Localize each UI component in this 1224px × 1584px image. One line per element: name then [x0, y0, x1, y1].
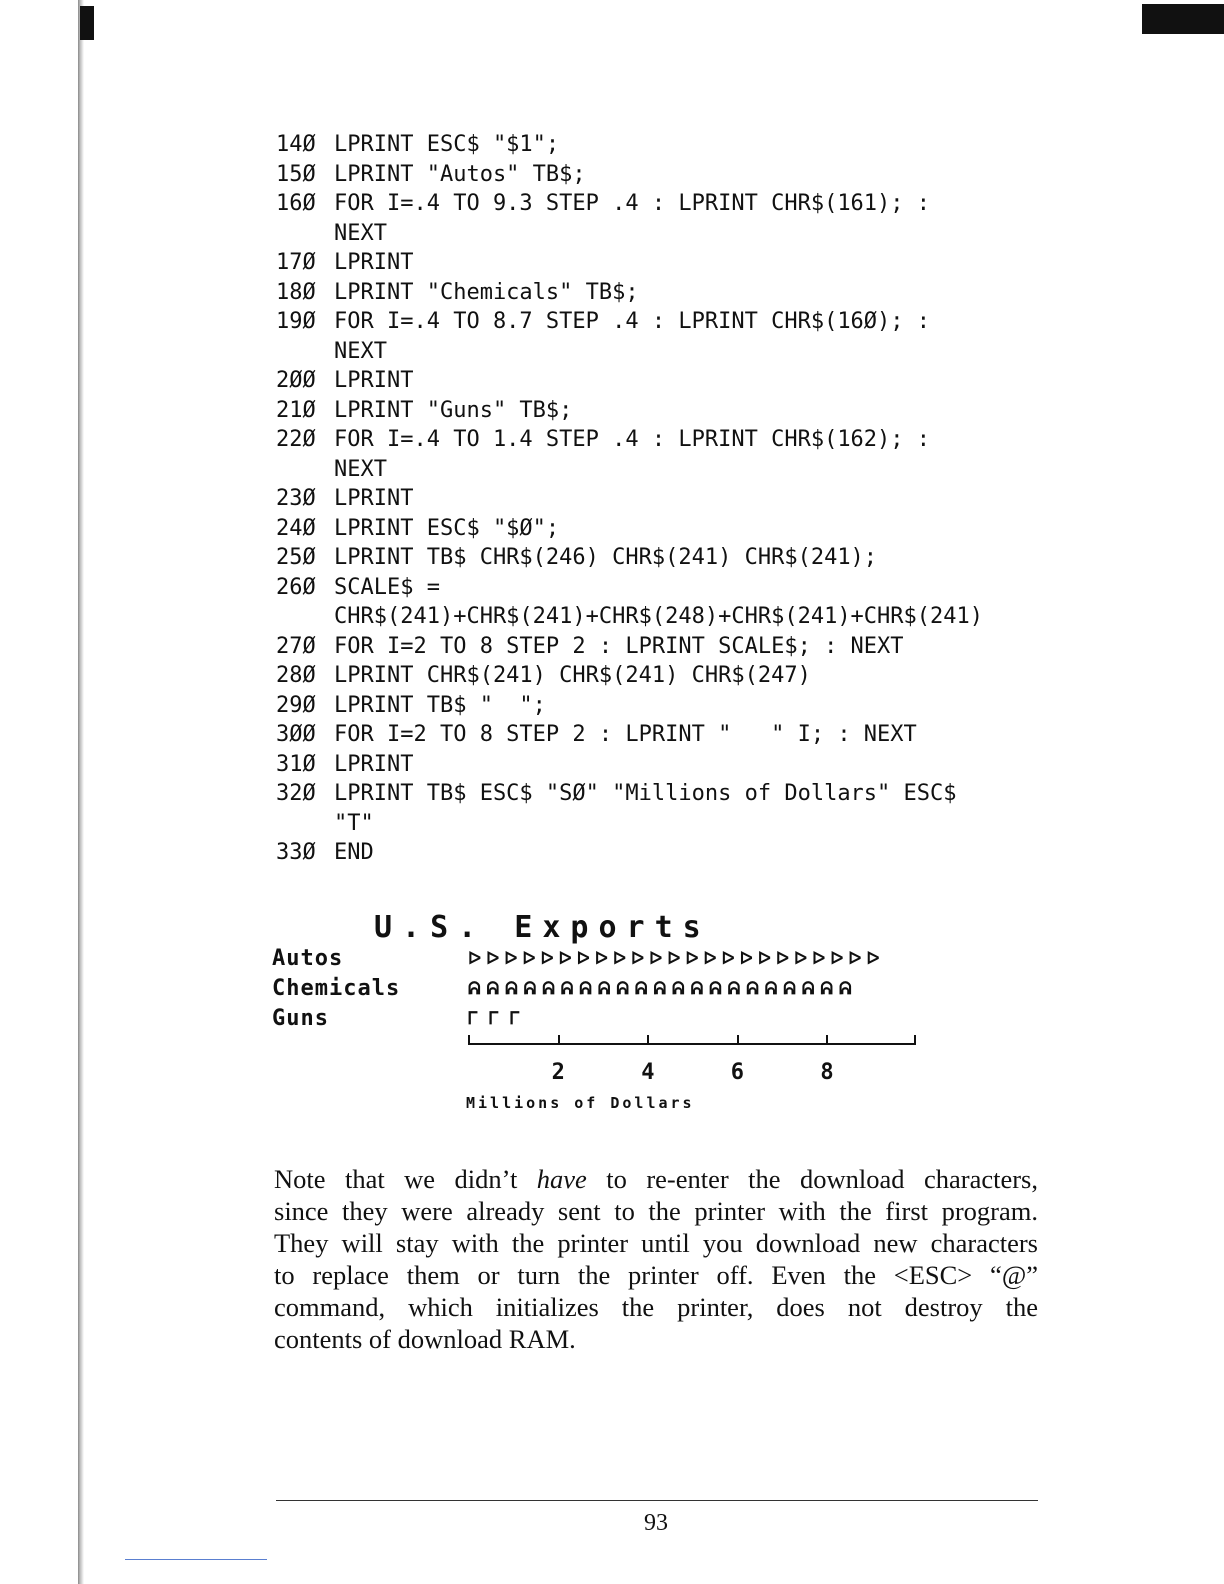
code-line [276, 189, 1076, 219]
line-number: 23Ø [276, 486, 316, 511]
code-line [276, 661, 1076, 691]
bar-glyph: ᐅ [540, 949, 554, 969]
code-line [276, 632, 1076, 662]
code-continuation: NEXT [334, 338, 387, 364]
scan-mark-left [80, 6, 94, 40]
code-line [276, 543, 1076, 573]
code-statement: LPRINT "Guns" TB$; [334, 397, 573, 423]
code-line [276, 838, 1076, 868]
line-number: 19Ø [276, 309, 316, 334]
code-continuation: NEXT [334, 456, 387, 482]
us-exports-chart [270, 910, 970, 1120]
line-number: 32Ø [276, 781, 316, 806]
code-line [276, 573, 1076, 603]
code-statement: LPRINT TB$ ESC$ "SØ" "Millions of Dollars" ESC$ [334, 781, 957, 806]
bar-glyph: ᕱ [523, 979, 537, 999]
bar-glyph: Ꮁ [468, 1009, 479, 1029]
code-statement: LPRINT ESC$ "$1"; [334, 132, 560, 157]
scan-mark-right [1142, 4, 1224, 34]
code-statement: FOR I=.4 TO 9.3 STEP .4 : LPRINT CHR$(161); : [334, 191, 931, 216]
tick-label: 4 [641, 1060, 655, 1085]
code-line [276, 720, 1076, 750]
scan-line [125, 1559, 267, 1560]
axis-tick [826, 1035, 828, 1045]
line-number: 25Ø [276, 545, 316, 570]
bar-glyph: ᕱ [634, 979, 648, 999]
body-paragraph [274, 1163, 1038, 1355]
bar-glyph: ᐅ [775, 949, 789, 969]
bar-glyph: ᕱ [838, 979, 852, 999]
bar-glyph: ᕱ [783, 979, 796, 999]
bar-glyph: ᕱ [672, 979, 685, 999]
code-statement: LPRINT TB$ CHR$(246) CHR$(241) CHR$(241); [334, 545, 878, 570]
bar-glyph: ᕱ [597, 979, 611, 999]
bar-glyph: ᐅ [703, 949, 717, 969]
code-statement: FOR I=2 TO 8 STEP 2 : LPRINT SCALE$; : NEXT [334, 633, 904, 659]
code-statement: LPRINT [334, 751, 414, 777]
bar-glyph: ᐅ [830, 949, 844, 969]
code-statement: LPRINT [334, 250, 414, 275]
bar-glyph: Ꮁ [488, 1009, 499, 1029]
bar-glyph: ᐅ [757, 949, 771, 969]
line-number: 26Ø [276, 574, 316, 600]
bar-glyph: ᐅ [486, 949, 500, 969]
bar-glyph: ᕱ [616, 979, 629, 999]
bar-glyph: ᕱ [801, 979, 815, 999]
axis-end-tick [914, 1035, 916, 1045]
code-statement: LPRINT ESC$ "$Ø"; [334, 515, 560, 541]
bar-glyph: ᐅ [866, 949, 880, 969]
emphasis: have [536, 1164, 587, 1194]
code-statement: SCALE$ = [334, 574, 440, 600]
bar-glyph: ᕱ [709, 979, 722, 999]
bar-glyph: ᐅ [685, 949, 699, 969]
chart-title: U.S. Exports [374, 910, 711, 945]
bar-glyph: ᕱ [690, 979, 704, 999]
bar-glyph: ᕱ [820, 979, 834, 999]
code-line [276, 307, 1076, 337]
code-line [276, 248, 1076, 278]
axis-tick [558, 1035, 560, 1045]
code-statement: FOR I=.4 TO 1.4 STEP .4 : LPRINT CHR$(162); : [334, 427, 931, 452]
line-number: 2ØØ [276, 368, 316, 393]
line-number: 29Ø [276, 692, 316, 718]
bar-glyph: ᐅ [667, 949, 681, 969]
paragraph-line: since they were already sent to the printer with the first program. [274, 1196, 1038, 1226]
footer-rule [276, 1500, 1038, 1501]
line-number: 22Ø [276, 427, 316, 452]
paragraph-line: command, which initializes the printer, does not destroy the [274, 1292, 1038, 1322]
bar-guns [468, 1008, 531, 1030]
code-statement: END [334, 840, 374, 865]
line-number: 28Ø [276, 663, 316, 688]
line-number: 3ØØ [276, 722, 316, 747]
code-line [276, 396, 1076, 426]
line-number: 16Ø [276, 191, 316, 216]
paragraph-line: contents of download RAM. [274, 1324, 576, 1354]
bar-glyph: ᐅ [739, 949, 753, 969]
line-number: 33Ø [276, 840, 316, 865]
bar-glyph: ᕱ [468, 979, 481, 999]
bar-glyph: ᕱ [560, 979, 574, 999]
bar-glyph: ᐅ [504, 949, 518, 969]
code-statement: LPRINT [334, 368, 414, 393]
bar-glyph: ᐅ [848, 949, 862, 969]
code-line [276, 366, 1076, 396]
page-number: 93 [644, 1510, 668, 1536]
code-line [276, 484, 1076, 514]
bar-glyph: ᕱ [746, 979, 759, 999]
code-line [276, 160, 1076, 190]
code-statement: LPRINT [334, 486, 414, 511]
tick-label: 2 [551, 1060, 565, 1085]
bar-glyph: ᐅ [793, 949, 808, 969]
line-number: 24Ø [276, 515, 316, 541]
axis-end-tick [468, 1035, 470, 1045]
category-label: Chemicals [272, 976, 401, 1001]
bar-glyph: ᐅ [594, 949, 608, 969]
bar-glyph: ᕱ [579, 979, 592, 999]
code-line [276, 750, 1076, 780]
code-statement: FOR I=.4 TO 8.7 STEP .4 : LPRINT CHR$(16Ø); : [334, 309, 931, 334]
basic-program-listing [276, 130, 1076, 868]
code-continuation: NEXT [334, 220, 387, 246]
code-statement: LPRINT CHR$(241) CHR$(241) CHR$(247) [334, 663, 811, 688]
code-continuation: "T" [334, 810, 374, 836]
bar-glyph: ᕱ [486, 979, 500, 999]
line-number: 27Ø [276, 633, 316, 659]
bar-glyph: ᐅ [558, 949, 572, 969]
code-line [276, 425, 1076, 455]
x-axis [468, 1043, 916, 1045]
axis-tick [737, 1035, 739, 1045]
code-line [276, 779, 1076, 809]
line-number: 17Ø [276, 250, 316, 275]
bar-glyph: ᕱ [764, 979, 778, 999]
code-statement: LPRINT "Autos" TB$; [334, 161, 586, 187]
bar-glyph: ᐅ [468, 949, 482, 969]
paragraph-line: to replace them or turn the printer off. Even the <ESC> “@” [274, 1260, 1038, 1290]
bar-chemicals [468, 978, 858, 1000]
code-statement: FOR I=2 TO 8 STEP 2 : LPRINT " " I; : NEXT [334, 722, 917, 747]
page-binding-edge [78, 0, 84, 1584]
tick-label: 6 [730, 1060, 745, 1085]
bar-glyph: ᐅ [630, 949, 645, 969]
bar-glyph: ᐅ [612, 949, 626, 969]
bar-glyph: ᕱ [542, 979, 555, 999]
code-continuation: CHR$(241)+CHR$(241)+CHR$(248)+CHR$(241)+CHR$(241) [334, 604, 984, 629]
code-line [276, 278, 1076, 308]
bar-glyph: ᐅ [576, 949, 590, 969]
x-axis-label: Millions of Dollars [466, 1094, 695, 1112]
axis-tick [647, 1035, 649, 1045]
category-label: Guns [272, 1006, 329, 1031]
code-line [276, 691, 1076, 721]
line-number: 15Ø [276, 161, 316, 187]
code-line [276, 514, 1076, 544]
bar-glyph: ᐅ [721, 949, 735, 969]
tick-label: 8 [820, 1060, 834, 1085]
code-statement: LPRINT TB$ " "; [334, 692, 546, 718]
line-number: 31Ø [276, 751, 316, 777]
line-number: 21Ø [276, 397, 316, 423]
paragraph-line: Note that we didn’t have to re-enter the download characters, [274, 1164, 1038, 1194]
paragraph-line: They will stay with the printer until you download new characters [274, 1228, 1038, 1258]
bar-glyph: ᕱ [653, 979, 667, 999]
line-number: 14Ø [276, 132, 316, 157]
category-label: Autos [272, 946, 344, 971]
bar-autos [468, 948, 885, 970]
bar-glyph: ᐅ [812, 949, 826, 969]
code-line [276, 130, 1076, 160]
bar-glyph: ᕱ [505, 979, 518, 999]
code-statement: LPRINT "Chemicals" TB$; [334, 279, 639, 305]
bar-glyph: ᕱ [727, 979, 741, 999]
bar-glyph: ᐅ [649, 949, 663, 969]
line-number: 18Ø [276, 279, 316, 305]
bar-glyph: ᐅ [522, 949, 536, 969]
bar-glyph: Ꮁ [509, 1009, 520, 1029]
